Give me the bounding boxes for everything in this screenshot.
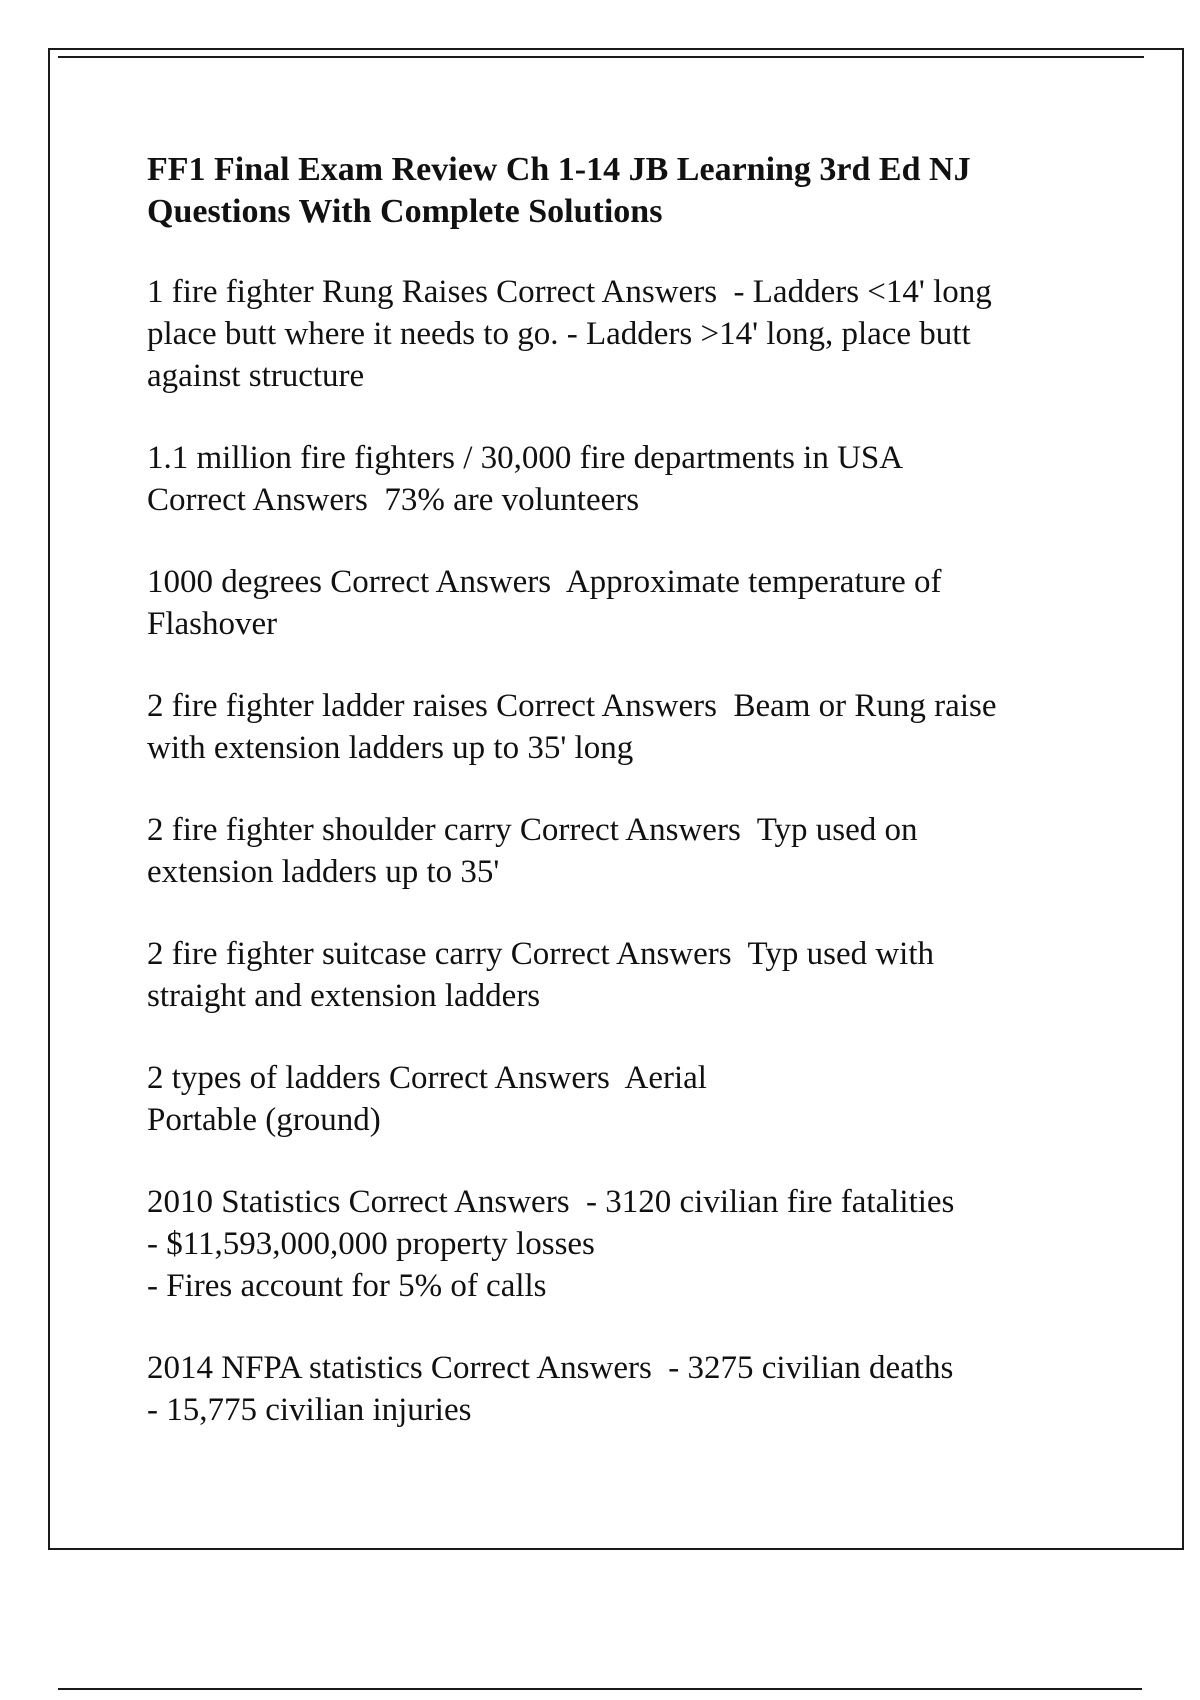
list-item: 1000 degrees Correct Answers Approximate temperature of Flashover bbox=[147, 564, 942, 642]
document-content bbox=[147, 149, 1137, 1471]
list-item: 2 fire fighter shoulder carry Correct Answers Typ used on extension ladders up to 35' bbox=[147, 812, 918, 890]
list-item: 2 fire fighter suitcase carry Correct Answers Typ used with straight and extension ladders bbox=[147, 936, 935, 1014]
bottom-rule bbox=[58, 1688, 1142, 1690]
list-item: 2 fire fighter ladder raises Correct Answers Beam or Rung raise with extension ladders up to 35' long bbox=[147, 688, 997, 766]
page-title: FF1 Final Exam Review Ch 1-14 JB Learning 3rd Ed NJ Questions With Complete Solutions bbox=[147, 151, 971, 230]
list-item: 2014 NFPA statistics Correct Answers - 3275 civilian deaths - 15,775 civilian injuries bbox=[147, 1350, 954, 1428]
list-item: 1 fire fighter Rung Raises Correct Answers - Ladders <14' long place butt where it needs to go. - Ladders >14' long, place butt against structure bbox=[147, 274, 992, 394]
list-item: 2 types of ladders Correct Answers Aerial Portable (ground) bbox=[147, 1060, 707, 1138]
list-item: 2010 Statistics Correct Answers - 3120 civilian fire fatalities - $11,593,000,000 property losses - Fires account for 5% of calls bbox=[147, 1184, 955, 1304]
top-rule bbox=[58, 56, 1144, 58]
page-frame bbox=[48, 48, 1184, 1550]
list-item: 1.1 million fire fighters / 30,000 fire departments in USA Correct Answers 73% are volunteers bbox=[147, 440, 904, 518]
